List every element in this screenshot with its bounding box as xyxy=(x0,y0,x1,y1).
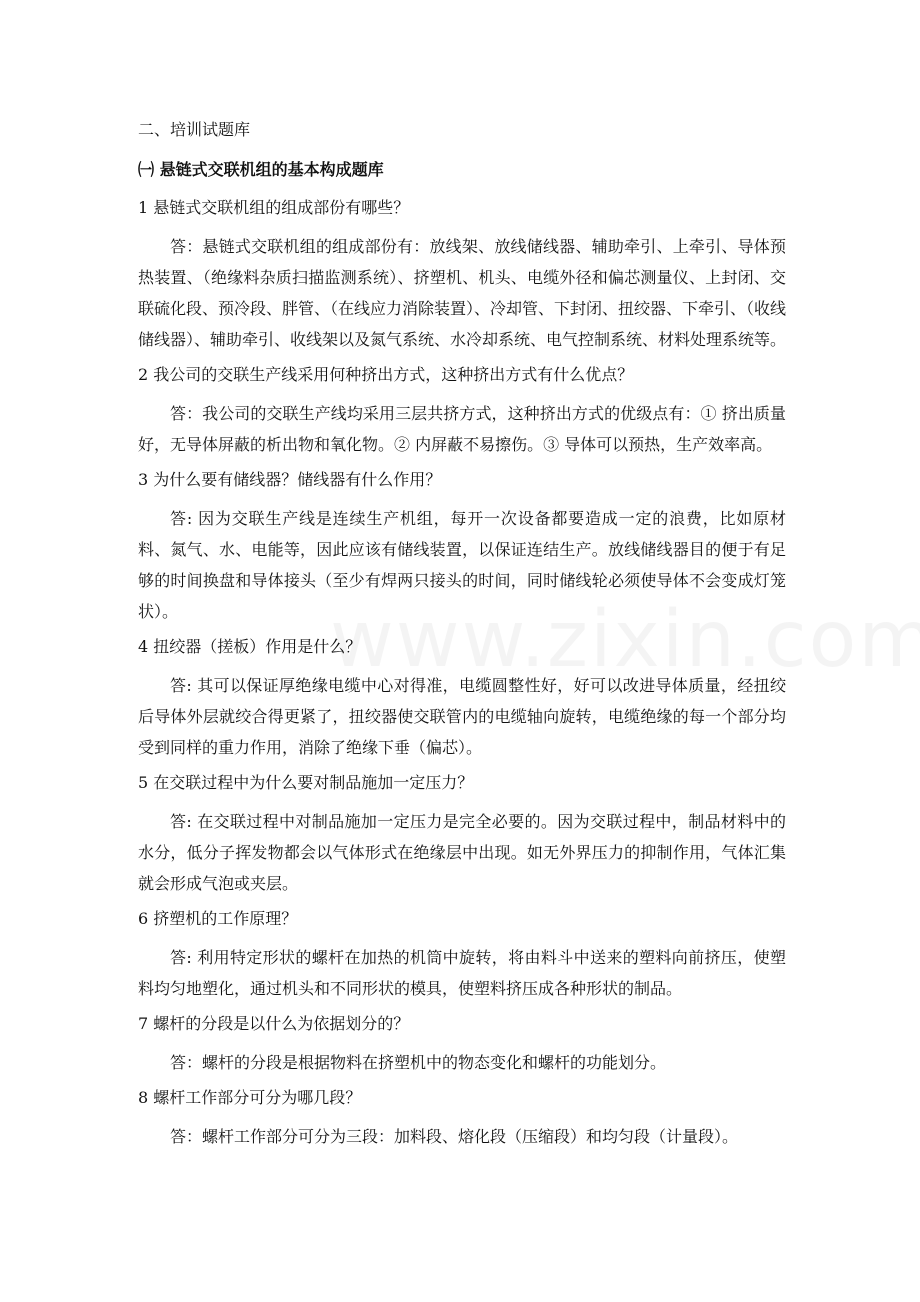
answer-text: 答：悬链式交联机组的组成部份有：放线架、放线储线器、辅助牵引、上牵引、导体预热装置、（绝缘料杂质扫描监测系统）、挤塑机、机头、电缆外径和偏芯测量仪、上封闭、交联硫化段、预冷段、胖管、（在线应力消除装置）、冷却管、下封闭、扭绞器、下牵引、（收线储线器）、辅助牵引、收线架以及氮气系统、水冷却系统、电气控制系统、材料处理系统等。 xyxy=(138,237,787,349)
question-text: 3 为什么要有储线器？储线器有什么作用？ xyxy=(138,470,442,489)
qa-item xyxy=(138,359,786,460)
document-page xyxy=(138,116,786,1156)
answer-text: 答: 因为交联生产线是连续生产机组，每开一次设备都要造成一定的浪费，比如原材料、氮气、水、电能等，因此应该有储线装置，以保证连结生产。放线储线器目的便于有足够的时间换盘和导体接头（至少有焊两只接头的时间，同时储线轮必须使导体不会变成灯笼状）。 xyxy=(138,509,786,621)
answer-text: 答：螺杆的分段是根据物料在挤塑机中的物态变化和螺杆的功能划分。 xyxy=(170,1053,667,1072)
answer-text: 答: 其可以保证厚绝缘电缆中心对得准，电缆圆整性好，好可以改进导体质量，经扭绞后导体外层就绞合得更紧了，扭绞器使交联管内的电缆轴向旋转，电缆绝缘的每一个部分均受到同样的重力作用，消除了绝缘下垂（偏芯）。 xyxy=(138,676,786,757)
qa-item xyxy=(138,903,786,1004)
qa-item xyxy=(138,767,786,899)
qa-item xyxy=(138,1082,786,1152)
question-text: 1 悬链式交联机组的组成部份有哪些？ xyxy=(138,198,410,217)
qa-item xyxy=(138,1008,786,1078)
question-text: 2 我公司的交联生产线采用何种挤出方式，这种挤出方式有什么优点？ xyxy=(138,365,634,384)
subsection-title: ㈠ 悬链式交联机组的基本构成题库 xyxy=(138,160,384,179)
answer-text: 答: 在交联过程中对制品施加一定压力是完全必要的。因为交联过程中，制品材料中的水分，低分子挥发物都会以气体形式在绝缘层中出现。如无外界压力的抑制作用，气体汇集就会形成气泡或夹层。 xyxy=(138,812,786,893)
question-text: 4 扭绞器（搓板）作用是什么？ xyxy=(138,637,362,656)
qa-item xyxy=(138,464,786,627)
answer-text: 答: 利用特定形状的螺杆在加热的机筒中旋转，将由料斗中送来的塑料向前挤压，使塑料均匀地塑化，通过机头和不同形状的模具，使塑料挤压成各种形状的制品。 xyxy=(138,948,786,998)
question-text: 6 挤塑机的工作原理？ xyxy=(138,909,298,928)
section-title: 二、培训试题库 xyxy=(138,120,251,139)
qa-item xyxy=(138,192,786,355)
question-text: 7 螺杆的分段是以什么为依据划分的？ xyxy=(138,1014,410,1033)
question-text: 8 螺杆工作部分可分为哪几段？ xyxy=(138,1088,362,1107)
question-text: 5 在交联过程中为什么要对制品施加一定压力？ xyxy=(138,773,474,792)
qa-item xyxy=(138,631,786,763)
answer-text: 答：我公司的交联生产线均采用三层共挤方式，这种挤出方式的优级点有：① 挤出质量好，无导体屏蔽的析出物和氧化物。② 内屏蔽不易擦伤。③ 导体可以预热，生产效率高。 xyxy=(138,404,786,454)
answer-text: 答：螺杆工作部分可分为三段：加料段、熔化段（压缩段）和均匀段（计量段）。 xyxy=(170,1127,739,1146)
